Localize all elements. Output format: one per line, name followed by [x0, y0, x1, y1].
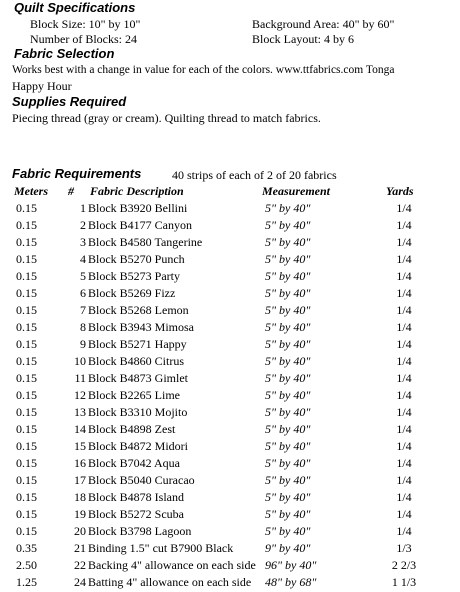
fabric-table-body [0, 201, 460, 589]
cell-yards: 1/4 [396, 456, 412, 470]
cell-meters: 0.15 [16, 439, 37, 453]
supplies-required-text: Piecing thread (gray or cream). Quilting thread to match fabrics. [12, 111, 321, 125]
cell-measurement: 5" by 40" [265, 388, 311, 402]
cell-measurement: 5" by 40" [265, 490, 311, 504]
cell-description: Backing 4" allowance on each side [88, 558, 256, 572]
cell-description: Block B5273 Party [88, 269, 180, 283]
cell-number: 15 [74, 439, 86, 453]
fabric-selection-line-2: Happy Hour [12, 79, 72, 93]
cell-description: Block B3798 Lagoon [88, 524, 192, 538]
cell-number: 12 [74, 388, 86, 402]
cell-description: Block B5040 Curacao [88, 473, 195, 487]
column-header-yards: Yards [386, 184, 414, 198]
cell-yards: 1/4 [396, 439, 412, 453]
cell-meters: 0.15 [16, 456, 37, 470]
cell-number: 22 [74, 558, 86, 572]
cell-description: Block B4860 Citrus [88, 354, 185, 368]
fabric-selection-heading: Fabric Selection [14, 46, 115, 61]
cell-meters: 0.15 [16, 371, 37, 385]
cell-meters: 0.15 [16, 218, 37, 232]
supplies-required-heading: Supplies Required [12, 94, 127, 109]
cell-description: Block B4878 Island [88, 490, 184, 504]
cell-description: Block B3943 Mimosa [88, 320, 195, 334]
table-row [0, 558, 460, 575]
cell-meters: 0.15 [16, 252, 37, 266]
fabric-requirements-note: 40 strips of each of 2 of 20 fabrics [172, 168, 337, 182]
cell-description: Block B5272 Scuba [88, 507, 184, 521]
cell-measurement: 5" by 40" [265, 456, 311, 470]
cell-meters: 0.15 [16, 286, 37, 300]
cell-yards: 1/4 [396, 337, 412, 351]
background-area-text: Background Area: 40" by 60" [252, 17, 395, 31]
cell-number: 10 [74, 354, 86, 368]
cell-yards: 1/4 [396, 320, 412, 334]
fabric-selection-line-1: Works best with a change in value for each of the colors. www.ttfabrics.com Tonga [12, 64, 395, 76]
column-header-number: # [68, 184, 74, 198]
table-row [0, 252, 460, 269]
cell-meters: 0.15 [16, 320, 37, 334]
table-row [0, 320, 460, 337]
cell-number: 8 [80, 320, 86, 334]
table-row [0, 286, 460, 303]
cell-number: 20 [74, 524, 86, 538]
cell-meters: 0.15 [16, 524, 37, 538]
cell-number: 3 [80, 235, 86, 249]
column-header-measurement: Measurement [262, 184, 331, 198]
cell-yards: 1/4 [396, 235, 412, 249]
cell-description: Block B5270 Punch [88, 252, 185, 266]
cell-number: 21 [74, 541, 86, 555]
cell-yards: 1/4 [396, 405, 412, 419]
table-row [0, 490, 460, 507]
table-row [0, 507, 460, 524]
cell-yards: 1/4 [396, 473, 412, 487]
cell-meters: 0.15 [16, 269, 37, 283]
cell-measurement: 9" by 40" [265, 541, 311, 555]
table-row [0, 405, 460, 422]
cell-meters: 0.15 [16, 473, 37, 487]
cell-measurement: 5" by 40" [265, 269, 311, 283]
cell-meters: 2.50 [16, 558, 37, 572]
cell-meters: 0.15 [16, 235, 37, 249]
cell-measurement: 5" by 40" [265, 439, 311, 453]
quilt-specifications-heading: Quilt Specifications [14, 0, 136, 15]
cell-number: 13 [74, 405, 86, 419]
cell-description: Block B7042 Aqua [88, 456, 180, 470]
cell-description: Binding 1.5" cut B7900 Black [88, 541, 234, 555]
table-row [0, 218, 460, 235]
cell-meters: 1.25 [16, 575, 37, 589]
table-row [0, 371, 460, 388]
column-header-meters: Meters [14, 184, 48, 198]
cell-yards: 1 1/3 [391, 575, 417, 589]
cell-description: Block B5271 Happy [88, 337, 187, 351]
table-row [0, 439, 460, 456]
cell-number: 9 [80, 337, 86, 351]
table-row [0, 541, 460, 558]
cell-number: 1 [80, 201, 86, 215]
cell-meters: 0.15 [16, 303, 37, 317]
cell-yards: 1/4 [396, 422, 412, 436]
cell-measurement: 5" by 40" [265, 422, 311, 436]
cell-measurement: 5" by 40" [265, 354, 311, 368]
cell-number: 2 [80, 218, 86, 232]
cell-yards: 1/4 [396, 507, 412, 521]
cell-meters: 0.15 [16, 388, 37, 402]
cell-yards: 1/4 [396, 303, 412, 317]
cell-yards: 1/4 [396, 371, 412, 385]
cell-yards: 1/4 [396, 201, 412, 215]
cell-number: 5 [80, 269, 86, 283]
cell-meters: 0.15 [16, 490, 37, 504]
column-header-description: Fabric Description [90, 184, 184, 198]
cell-description: Block B5269 Fizz [88, 286, 176, 300]
cell-description: Block B4898 Zest [88, 422, 176, 436]
cell-number: 7 [80, 303, 86, 317]
block-size-text: Block Size: 10" by 10" [30, 17, 141, 31]
cell-yards: 1/4 [396, 218, 412, 232]
cell-measurement: 96" by 40" [265, 558, 317, 572]
table-row [0, 201, 460, 218]
cell-number: 6 [80, 286, 86, 300]
block-layout-text: Block Layout: 4 by 6 [252, 32, 354, 46]
cell-number: 24 [74, 575, 86, 589]
cell-measurement: 5" by 40" [265, 218, 311, 232]
cell-meters: 0.15 [16, 507, 37, 521]
cell-yards: 1/4 [396, 269, 412, 283]
cell-measurement: 5" by 40" [265, 507, 311, 521]
cell-description: Block B5268 Lemon [88, 303, 189, 317]
cell-yards: 1/4 [396, 286, 412, 300]
cell-number: 18 [74, 490, 86, 504]
table-row [0, 388, 460, 405]
cell-description: Block B3310 Mojito [88, 405, 188, 419]
cell-measurement: 5" by 40" [265, 473, 311, 487]
cell-description: Block B4872 Midori [88, 439, 189, 453]
table-row [0, 422, 460, 439]
cell-yards: 1/4 [396, 388, 412, 402]
cell-meters: 0.15 [16, 337, 37, 351]
cell-measurement: 5" by 40" [265, 337, 311, 351]
cell-measurement: 5" by 40" [265, 303, 311, 317]
cell-yards: 1/3 [396, 541, 412, 555]
cell-measurement: 5" by 40" [265, 286, 311, 300]
cell-measurement: 5" by 40" [265, 524, 311, 538]
table-row [0, 456, 460, 473]
table-row [0, 235, 460, 252]
cell-number: 4 [80, 252, 86, 266]
cell-measurement: 5" by 40" [265, 201, 311, 215]
cell-measurement: 48" by 68" [265, 575, 317, 589]
table-row [0, 524, 460, 541]
cell-meters: 0.35 [16, 541, 37, 555]
cell-meters: 0.15 [16, 201, 37, 215]
cell-description: Block B4580 Tangerine [88, 235, 203, 249]
fabric-requirements-heading: Fabric Requirements [12, 166, 142, 181]
table-row [0, 354, 460, 371]
table-row [0, 337, 460, 354]
table-row [0, 303, 460, 320]
cell-yards: 1/4 [396, 524, 412, 538]
cell-description: Block B4177 Canyon [88, 218, 192, 232]
table-row [0, 269, 460, 286]
cell-yards: 2 2/3 [391, 558, 417, 572]
table-row [0, 473, 460, 490]
cell-meters: 0.15 [16, 422, 37, 436]
cell-description: Block B2265 Lime [88, 388, 180, 402]
cell-measurement: 5" by 40" [265, 371, 311, 385]
cell-number: 14 [74, 422, 86, 436]
cell-yards: 1/4 [396, 252, 412, 266]
cell-description: Block B3920 Bellini [88, 201, 188, 215]
cell-number: 17 [74, 473, 86, 487]
cell-number: 19 [74, 507, 86, 521]
number-of-blocks-text: Number of Blocks: 24 [30, 32, 137, 46]
cell-measurement: 5" by 40" [265, 252, 311, 266]
cell-yards: 1/4 [396, 490, 412, 504]
cell-number: 16 [74, 456, 86, 470]
cell-number: 11 [74, 371, 86, 385]
cell-measurement: 5" by 40" [265, 405, 311, 419]
cell-description: Block B4873 Gimlet [88, 371, 188, 385]
cell-measurement: 5" by 40" [265, 320, 311, 334]
cell-description: Batting 4" allowance on each side [88, 575, 252, 589]
cell-meters: 0.15 [16, 405, 37, 419]
cell-measurement: 5" by 40" [265, 235, 311, 249]
cell-yards: 1/4 [396, 354, 412, 368]
cell-meters: 0.15 [16, 354, 37, 368]
